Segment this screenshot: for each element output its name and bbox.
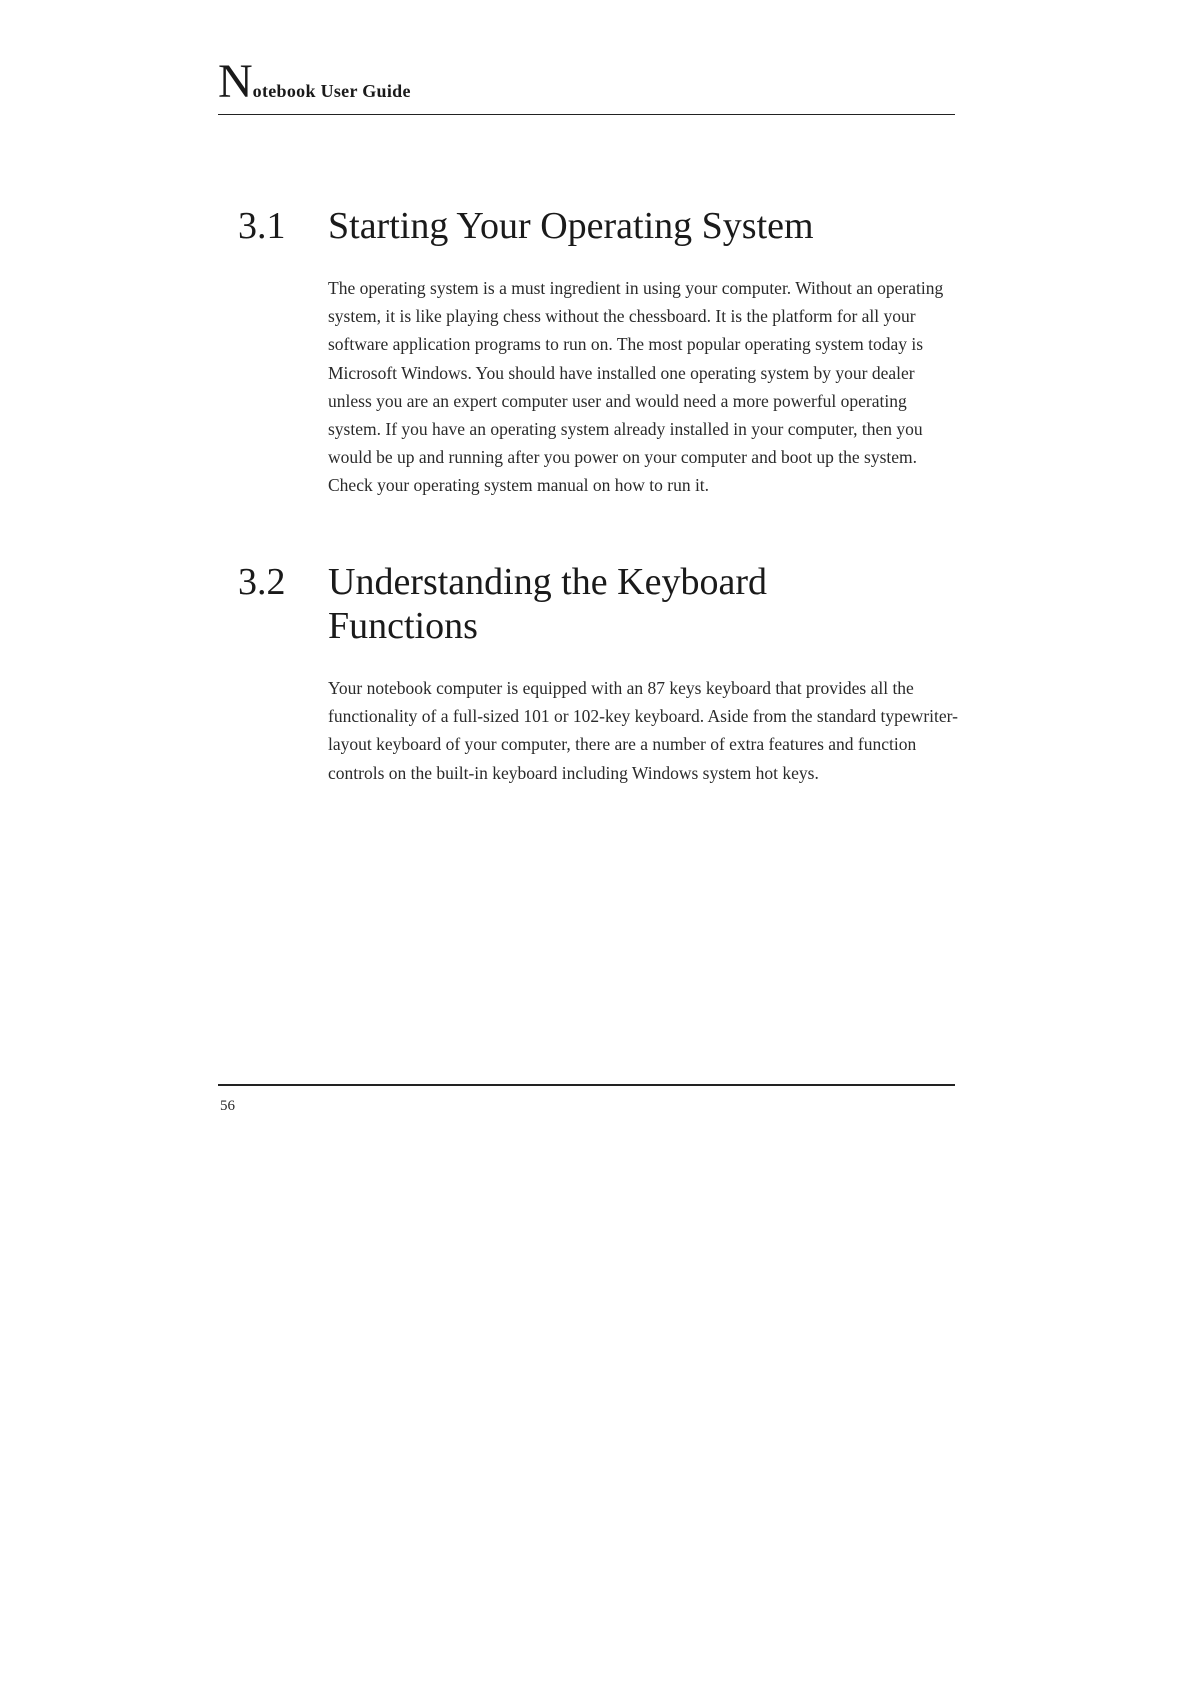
section-number: 3.1 bbox=[238, 205, 286, 247]
section-title: Starting Your Operating System bbox=[328, 205, 814, 247]
section-title: Understanding the Keyboard Functions bbox=[328, 561, 767, 647]
header-rule bbox=[218, 114, 955, 115]
header-initial: N bbox=[218, 55, 253, 108]
section-number: 3.2 bbox=[238, 561, 286, 603]
header-title bbox=[218, 55, 411, 108]
header-rest: otebook User Guide bbox=[252, 81, 411, 101]
section-body-3-2: Your notebook computer is equipped with an 87 keys keyboard that provides all the functionality of a full-sized 101 or 102-key keyboard. Aside from the standard typewriter-layout keyboard of your computer, there are a number of extra features and function controls on the built-in keyboard including Windows system hot keys. bbox=[328, 678, 958, 783]
page-number: 56 bbox=[220, 1098, 235, 1114]
footer-rule bbox=[218, 1084, 955, 1086]
section-body-3-1: The operating system is a must ingredient in using your computer. Without an operating system, it is like playing chess without the chessboard. It is the platform for all your software application programs to run on. The most popular operating system today is Microsoft Windows. You should have installed one operating system by your dealer unless you are an expert computer user and would need a more powerful operating system. If you have an operating system already installed in your computer, then you would be up and running after you power on your computer and boot up the system. Check your operating system manual on how to run it. bbox=[328, 278, 944, 496]
